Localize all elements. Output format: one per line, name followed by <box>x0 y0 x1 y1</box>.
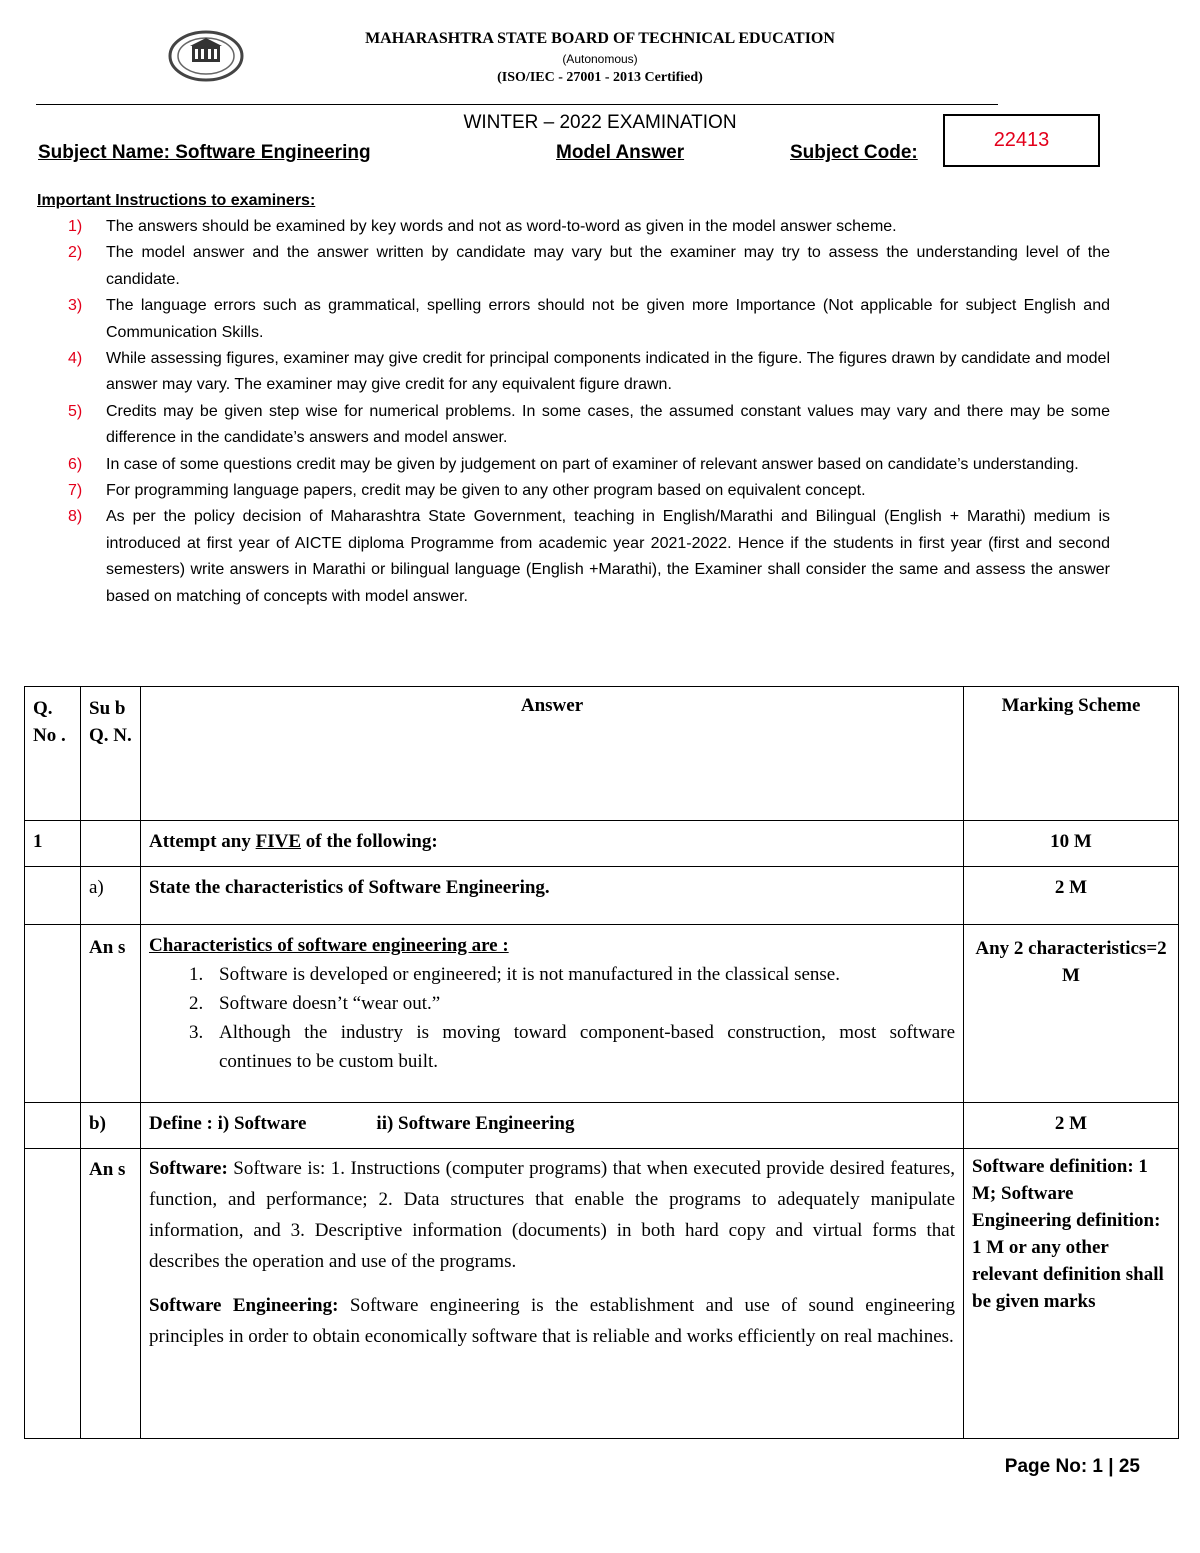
instructions-list <box>68 214 1110 610</box>
instruction-item: 3) The language errors such as grammatical, spelling errors should not be given more Importance (Not applicable for subject English and Communication Skills. <box>68 297 1110 341</box>
msbte-logo <box>168 30 244 82</box>
list-item: 3. Although the industry is moving toward component-based construction, most software continues to be custom built. <box>189 1022 955 1072</box>
instruction-item: 8) As per the policy decision of Maharashtra State Government, teaching in English/Marathi and Bilingual (English + Marathi) medium is introduced at first year of AICTE diploma Programme from academic year 2021-2022. Hence if the students in first year (first and second semesters) write answers in Marathi or bilingual language (English +Marathi), the Examiner shall consider the same and assess the answer based on matching of concepts with model answer. <box>68 508 1110 605</box>
qb-marks: 2 M <box>964 1103 1179 1149</box>
col-answer: Answer <box>141 687 964 821</box>
subject-code-box <box>943 114 1100 167</box>
instruction-item: 6) In case of some questions credit may be given by judgement on part of examiner of relevant answer based on candidate’s understanding. <box>68 455 1079 473</box>
qb-question: Define : i) Software ii) Software Engineering <box>141 1103 964 1149</box>
instruction-item: 1) The answers should be examined by key words and not as word-to-word as given in the model answer scheme. <box>68 218 897 235</box>
model-answer-label: Model Answer <box>556 142 685 163</box>
list-item: 2. Software doesn’t “wear out.” <box>189 993 441 1014</box>
board-name: MAHARASHTRA STATE BOARD OF TECHNICAL EDUCATION <box>365 30 835 47</box>
software-engineering-definition: Software Engineering: Software engineering is the establishment and use of sound engineering principles in order to obtain economically software that is reliable and works efficiently on real machines. <box>149 1295 955 1347</box>
qa-question: State the characteristics of Software Engineering. <box>141 867 964 925</box>
subject-code: 22413 <box>993 129 1050 151</box>
q1-marks: 10 M <box>964 821 1179 867</box>
table-row <box>25 1149 1179 1439</box>
q1-sub <box>81 821 141 867</box>
instruction-item: 7) For programming language papers, credit may be given to any other program based on equivalent concept. <box>68 482 866 500</box>
table-row <box>25 925 1179 1103</box>
instructions-title: Important Instructions to examiners: <box>37 192 316 209</box>
table-row <box>25 867 1179 925</box>
qa-marks: 2 M <box>964 867 1179 925</box>
page-number: Page No: 1 | 25 <box>1004 1456 1140 1477</box>
exam-title: WINTER – 2022 EXAMINATION <box>463 112 737 133</box>
qb-sub: b) <box>81 1103 141 1149</box>
qa-scheme: Any 2 characteristics=2 M <box>964 925 1179 1103</box>
col-q-no: Q. No . <box>25 687 81 821</box>
qb-answer <box>141 1149 964 1439</box>
answer-table <box>24 686 1179 1439</box>
col-marking-scheme: Marking Scheme <box>964 687 1179 821</box>
qa-answer-heading: Characteristics of software engineering are : <box>149 935 509 956</box>
instruction-item: 2) The model answer and the answer written by candidate may vary but the examiner may try to assess the understanding level of the candidate. <box>68 244 1110 288</box>
instruction-item: 4) While assessing figures, examiner may give credit for principal components indicated in the figure. The figures drawn by candidate and model answer may vary. The examiner may give credit for any equivalent figure drawn. <box>68 350 1110 394</box>
certification-label: (ISO/IEC - 27001 - 2013 Certified) <box>497 70 703 85</box>
software-definition: Software: Software is: 1. Instructions (computer programs) that when executed provide desired features, function, and performance; 2. Data structures that enable the programs to adequately manipulate information, and 3. Descriptive information (documents) in both hard copy and virtual forms that describes the operation and use of the programs. <box>149 1158 955 1272</box>
q1-number: 1 <box>25 821 81 867</box>
qa-ans-label: An s <box>81 925 141 1103</box>
list-item: 1. Software is developed or engineered; it is not manufactured in the classical sense. <box>189 964 840 985</box>
qa-answer <box>141 925 964 1103</box>
table-header-row <box>25 687 1179 821</box>
qb-ans-label: An s <box>81 1149 141 1439</box>
table-row <box>25 821 1179 867</box>
subject-code-label: Subject Code: <box>790 142 918 163</box>
col-sub-q: Su b Q. N. <box>81 687 141 821</box>
autonomous-label: (Autonomous) <box>562 52 638 66</box>
instruction-item: 5) Credits may be given step wise for numerical problems. In some cases, the assumed constant values may vary and there may be some difference in the candidate’s answers and model answer. <box>68 402 1110 447</box>
qa-points <box>149 960 955 1076</box>
qb-scheme: Software definition: 1 M; Software Engineering definition: 1 M or any other relevant definition shall be given marks <box>964 1149 1179 1439</box>
subject-name: Subject Name: Software Engineering <box>38 142 371 163</box>
header-divider <box>36 104 998 105</box>
table-row <box>25 1103 1179 1149</box>
qa-sub: a) <box>81 867 141 925</box>
q1-prompt: Attempt any FIVE of the following: <box>141 821 964 867</box>
